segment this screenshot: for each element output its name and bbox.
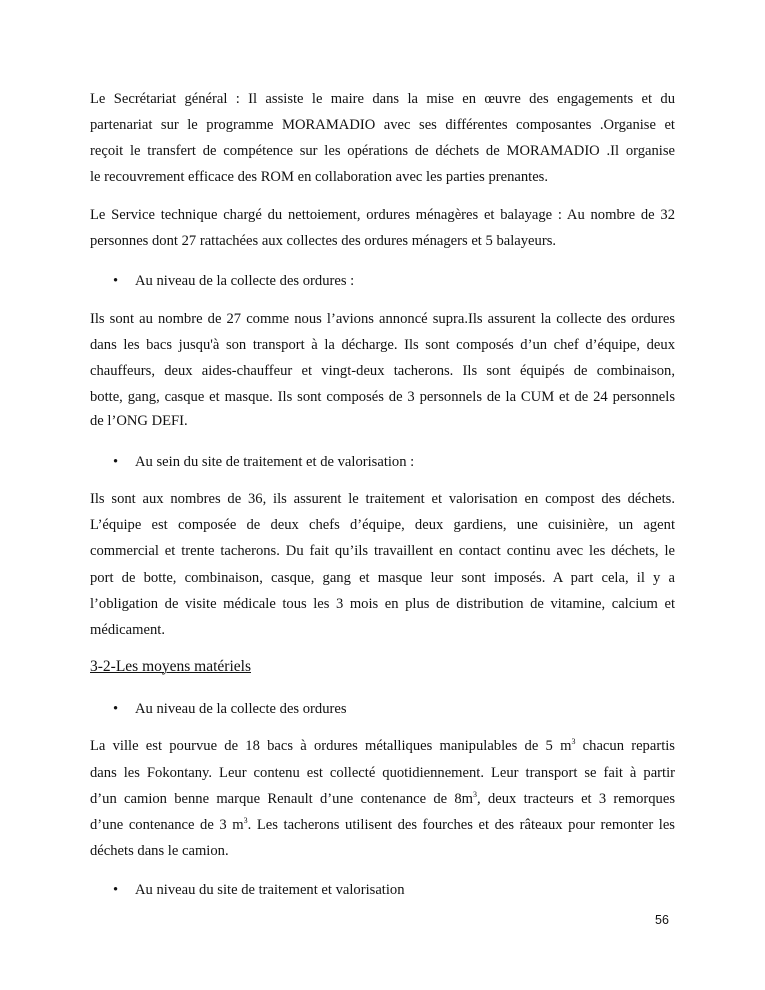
text-line [90,542,675,560]
text-segment: botte, gang, casque et masque. Ils sont composés de 3 personnels de la CUM et de 24 personnels [90,389,675,405]
text-segment: 3-2-Les moyens matériels [90,658,251,675]
text-segment: Au niveau de la collecte des ordures : [135,273,355,289]
text-segment: partenariat sur le programme MORAMADIO avec ses différentes composantes .Organise et [90,117,675,133]
page-number: 56 [655,913,669,927]
text-line [90,206,675,224]
section-heading [90,658,675,676]
text-segment: d’une contenance de 3 m [90,817,244,833]
text-segment: dans les Fokontany. Leur contenu est collecté quotidiennement. Leur transport se fait à partir [90,765,675,781]
text-line [90,116,675,134]
text-segment: médicament. [90,622,165,638]
text-segment: port de botte, combinaison, casque, gang et masque leur sont imposés. A part cela, il y a [90,570,675,586]
text-line [90,569,675,587]
text-line [90,816,675,834]
text-segment: reçoit le transfert de compétence sur les opérations de déchets de MORAMADIO .Il organise [90,143,675,159]
text-segment: l’obligation de visite médicale tous les 3 mois en plus de distribution de vitamine, calcium et [90,596,675,612]
text-segment: Le Service technique chargé du nettoiement, ordures ménagères et balayage : Au nombre de 32 [90,207,675,223]
text-segment: le recouvrement efficace des ROM en collaboration avec les parties prenantes. [90,169,549,185]
bullet-item [113,881,673,899]
text-line [90,142,675,160]
text-segment: Le Secrétariat général : Il assiste le maire dans la mise en œuvre des engagements et du [90,91,675,107]
text-segment: Au niveau du site de traitement et valorisation [135,882,405,898]
text-segment: d’un camion benne marque Renault d’une contenance de 8m [90,791,474,807]
text-segment: de l’ONG DEFI. [90,413,188,429]
superscript: 3 [571,737,576,746]
text-segment: . Les tacherons utilisent des fourches et des râteaux pour remonter les [247,817,675,833]
text-line [90,336,675,354]
superscript: 3 [473,790,478,799]
superscript: 3 [243,816,248,825]
bullet-item [113,700,673,718]
text-segment: , deux tracteurs et 3 remorques [477,791,676,807]
text-segment: personnes dont 27 rattachées aux collectes des ordures ménagers et 5 balayeurs. [90,233,557,249]
text-line [90,737,675,755]
text-line [90,90,675,108]
text-line [90,168,675,186]
bullet-icon: • [113,454,119,470]
text-segment: chacun repartis [575,738,675,754]
text-line [90,388,675,406]
text-segment: déchets dans le camion. [90,843,229,859]
text-line [90,790,675,808]
text-segment: Au niveau de la collecte des ordures [135,701,347,717]
text-segment: La ville est pourvue de 18 bacs à ordures métalliques manipulables de 5 m [90,738,572,754]
text-line [90,362,675,380]
text-line [90,764,675,782]
text-segment: Au sein du site de traitement et de valorisation : [135,454,415,470]
bullet-icon: • [113,701,119,717]
text-line [90,842,675,860]
text-line [90,412,675,430]
text-segment: L’équipe est composée de deux chefs d’équipe, deux gardiens, une cuisinière, un agent [90,517,675,533]
text-line [90,621,675,639]
text-line [90,310,675,328]
text-segment: dans les bacs jusqu'à son transport à la décharge. Ils sont composés d’un chef d’équipe, deux [90,337,675,353]
text-line [90,516,675,534]
bullet-item [113,272,673,290]
bullet-item [113,453,673,471]
bullet-icon: • [113,273,119,289]
bullet-icon: • [113,882,119,898]
text-line [90,595,675,613]
text-segment: Ils sont au nombre de 27 comme nous l’avions annoncé supra.Ils assurent la collecte des ordures [90,311,675,327]
text-line [90,232,675,250]
text-segment: chauffeurs, deux aides-chauffeur et vingt-deux tacherons. Ils sont équipés de combinaison, [90,363,675,379]
text-segment: commercial et trente tacherons. Du fait qu’ils travaillent en contact continu avec les déchets, le [90,543,675,559]
text-line [90,490,675,508]
text-segment: Ils sont aux nombres de 36, ils assurent le traitement et valorisation en compost des déchets. [90,491,675,507]
